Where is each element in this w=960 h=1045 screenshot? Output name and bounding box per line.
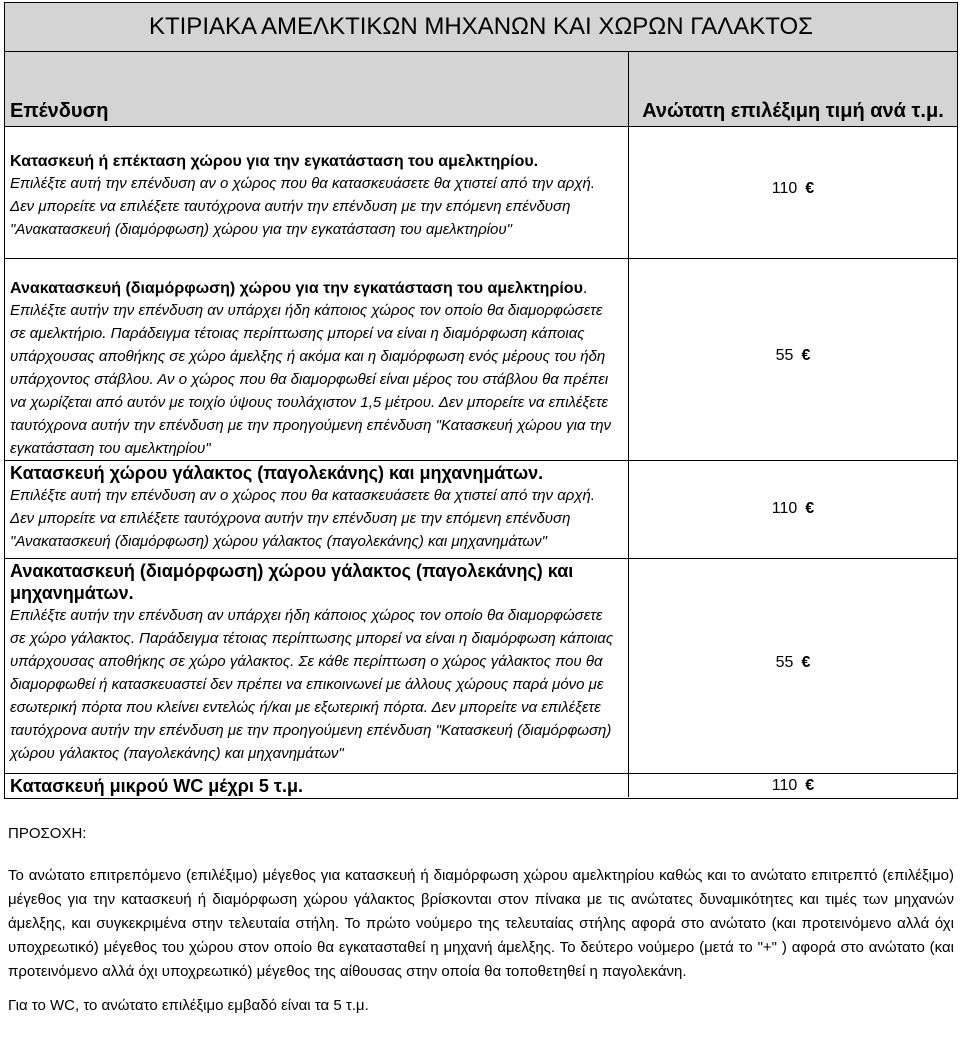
row-divider	[5, 258, 957, 259]
investment-description: Επιλέξτε αυτήν την επένδυση αν υπάρχει ήδη κάποιος χώρος τον οποίο θα διαμορφώσετε σε αμελκτήριο. Παράδειγμα τέτοιας περίπτωσης μπορεί να είναι η διαμόρφωση κάποιας υπάρχουσας αποθήκης σε χώρο άμελξης ή ακόμα και η διαμόρφωση ενός μέρους του ήδη υπάρχοντος στάβλου. Αν ο χώρος που θα διαμορφωθεί είναι μέρος του στάβλου θα πρέπει να χωρίζεται από αυτόν με τοιχίο ύψους τουλάχιστον 1,5 μέτρου. Δεν μπορείτε να επιλέξετε ταυτόχρονα αυτήν την επένδυση με την προηγούμενη επένδυση "Κατασκευή χώρου για την εγκατάσταση του αμελκτηρίου"	[10, 302, 612, 457]
price-cell	[629, 654, 957, 672]
price-cell	[629, 777, 957, 795]
table-row	[10, 278, 622, 460]
euro-icon: €	[805, 180, 815, 197]
table-row	[10, 560, 622, 765]
title-suffix: .	[582, 280, 588, 297]
table-row	[10, 151, 622, 241]
table-row	[10, 775, 622, 797]
investment-title: Κατασκευή χώρου γάλακτος (παγολεκάνης) και μηχανημάτων.	[10, 463, 544, 483]
investment-description: Επιλέξτε αυτή την επένδυση αν ο χώρος που θα κατασκευάσετε θα χτιστεί από την αρχή. Δεν μπορείτε να επιλέξετε ταυτόχρονα αυτήν την επένδυση με την επόμενη επένδυση "Ανακατασκευή (διαμόρφωση) χώρου γάλακτος (παγολεκάνης) και μηχανημάτων"	[10, 487, 596, 550]
price-value: 55	[775, 347, 794, 364]
investment-title: Ανακατασκευή (διαμόρφωση) χώρου για την εγκατάσταση του αμελκτηρίου	[10, 280, 583, 297]
price-value: 55	[775, 654, 794, 671]
header-investment: Επένδυση	[10, 100, 109, 122]
investment-title: Κατασκευή ή επέκταση χώρου για την εγκατάσταση του αμελκτηρίου.	[10, 153, 539, 170]
price-cell	[629, 180, 957, 198]
header-max-price: Ανώτατη επιλέξιμη τιμή ανά τ.μ.	[642, 100, 944, 122]
notes-section	[8, 822, 954, 1018]
column-divider	[628, 52, 629, 797]
price-value: 110	[771, 180, 798, 197]
notes-heading: ΠΡΟΣΟΧΗ:	[8, 825, 87, 842]
row-divider	[5, 773, 957, 774]
investment-table	[4, 52, 958, 799]
row-divider	[5, 558, 957, 559]
price-value: 110	[771, 500, 798, 517]
page-title: ΚΤΙΡΙΑΚΑ ΑΜΕΛΚΤΙΚΩΝ ΜΗΧΑΝΩΝ ΚΑΙ ΧΩΡΩΝ ΓΑΛΑΚΤΟΣ	[4, 2, 958, 52]
investment-description: Επιλέξτε αυτή την επένδυση αν ο χώρος που θα κατασκευάσετε θα χτιστεί από την αρχή. Δεν μπορείτε να επιλέξετε ταυτόχρονα αυτήν την επένδυση με την επόμενη επένδυση "Ανακατασκευή (διαμόρφωση) χώρου για την εγκατάσταση του αμελκτηρίου"	[10, 175, 596, 238]
euro-icon: €	[805, 500, 815, 517]
investment-title: Ανακατασκευή (διαμόρφωση) χώρου γάλακτος (παγολεκάνης) και μηχανημάτων.	[10, 561, 574, 603]
price-value: 110	[771, 777, 798, 794]
price-cell	[629, 347, 957, 365]
euro-icon: €	[801, 654, 811, 671]
notes-paragraph: Για το WC, το ανώτατο επιλέξιμο εμβαδό είναι τα 5 τ.μ.	[8, 997, 369, 1014]
euro-icon: €	[801, 347, 811, 364]
header-divider	[5, 126, 957, 127]
notes-paragraph: Το ανώτατο επιτρεπόμενο (επιλέξιμο) μέγεθος για κατασκευή ή διαμόρφωση χώρου αμελκτηρίου καθώς και το ανώτατο επιτρεπτό (επιλέξιμο) μέγεθος για την κατασκευή ή διαμόρφωση χώρου γάλακτος βρίσκονται στον πίνακα με τις ανώτατες δυναμικότητες και τιμές των μηχανών άμελξης, και συγκεκριμένα στην τελευταία στήλη. Το πρώτο νούμερο της τελευταίας στήλης αφορά στο ανώτατο (και προτεινόμενο αλλά όχι υποχρεωτικό) μέγεθος του χώρου στον οποίο θα εγκατασταθεί η μηχανή άμελξης. Το δεύτερο νούμερο (μετά το "+" ) αφορά στο ανώτατο (και προτεινόμενο αλλά όχι υποχρεωτικό) μέγεθος της αίθουσας στην οποία θα τοποθετηθεί η παγολεκάνη.	[8, 867, 954, 980]
price-cell	[629, 500, 957, 518]
table-row	[10, 462, 622, 553]
row-divider	[5, 460, 957, 461]
investment-description: Επιλέξτε αυτήν την επένδυση αν υπάρχει ήδη κάποιος χώρος τον οποίο θα διαμορφώσετε σε χώρο γάλακτος. Παράδειγμα τέτοιας περίπτωσης μπορεί να είναι η διαμόρφωση κάποιας υπάρχουσας αποθήκης σε χώρο γάλακτος. Σε κάθε περίπτωση ο χώρος γάλακτος που θα διαμορφωθεί ή κατασκευαστεί δεν πρέπει να επικοινωνεί με άλλους χώρους παρά μόνο με εσωτερική πόρτα που κλείνει εντελώς ή/και με εξωτερική πόρτα. Δεν μπορείτε να επιλέξετε ταυτόχρονα αυτήν την επένδυση με την προηγούμενη επένδυση "Κατασκευή (διαμόρφωση) χώρου γάλακτος (παγολεκάνης) και μηχανημάτων"	[10, 607, 614, 762]
euro-icon: €	[805, 777, 815, 794]
investment-title: Κατασκευή μικρού WC μέχρι 5 τ.μ.	[10, 776, 303, 796]
